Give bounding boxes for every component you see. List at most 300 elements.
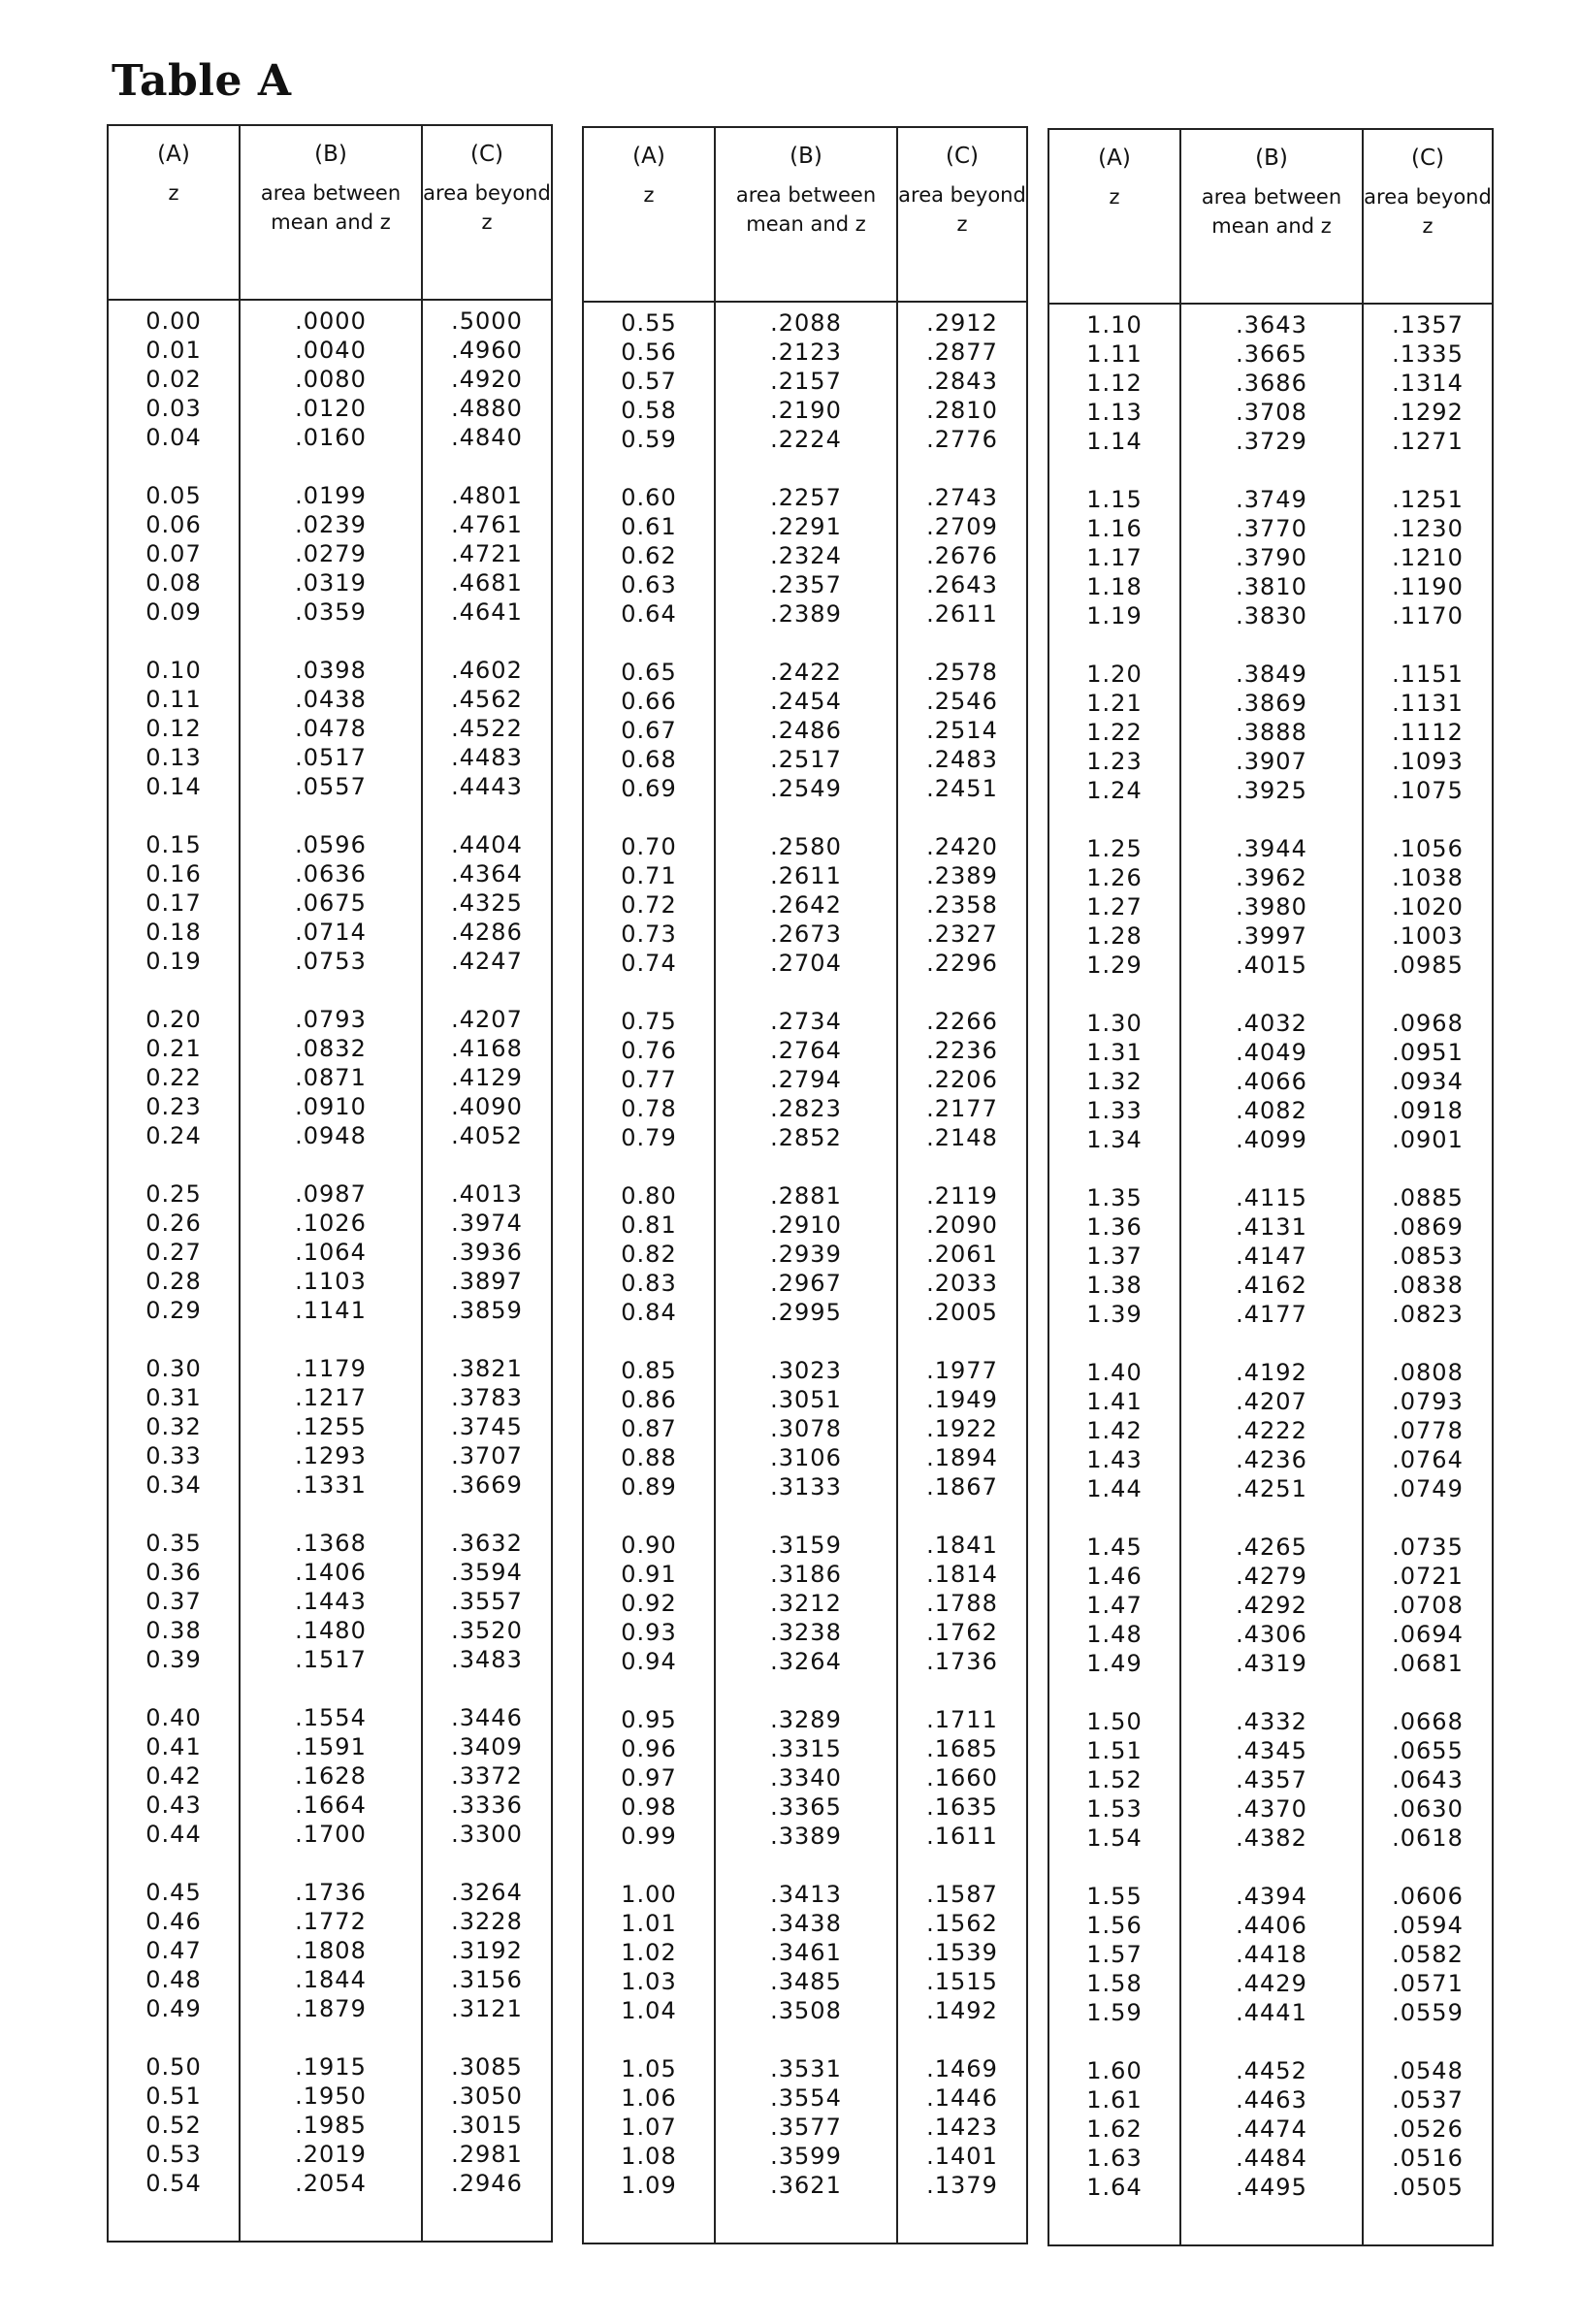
area-beyond-value: .2296 (926, 950, 998, 977)
table-row (1049, 892, 1492, 921)
area-beyond-value: .4129 (451, 1064, 523, 1091)
table-row (584, 1938, 1026, 1967)
area-between-value: .0160 (295, 424, 367, 451)
table-row (1049, 951, 1492, 980)
area-between-value: .2224 (770, 426, 842, 453)
area-beyond-value: .1922 (926, 1415, 998, 1442)
area-beyond-value: .3707 (451, 1442, 523, 1469)
z-value: 0.87 (621, 1415, 677, 1442)
area-between-value: .3315 (770, 1735, 842, 1762)
table-body (1049, 310, 1492, 2202)
z-value: 0.10 (145, 657, 202, 684)
header-a (109, 140, 239, 208)
area-beyond-value: .1170 (1392, 602, 1464, 629)
area-beyond-value: .4013 (451, 1180, 523, 1208)
area-beyond-value: .2148 (926, 1124, 998, 1151)
z-value: 0.00 (145, 307, 202, 335)
row-group-gap (584, 1501, 1026, 1531)
table-row (1049, 1416, 1492, 1445)
area-beyond-value: .2236 (926, 1037, 998, 1064)
header-a (1049, 144, 1179, 211)
row-group-gap (1049, 980, 1492, 1009)
z-value: 0.32 (145, 1413, 202, 1440)
area-between-value: .0279 (295, 540, 367, 567)
area-beyond-value: .1230 (1392, 515, 1464, 542)
z-value: 1.02 (621, 1939, 677, 1966)
z-value: 0.60 (621, 484, 677, 511)
area-between-value: .2324 (770, 542, 842, 569)
table-row (584, 570, 1026, 599)
table-row (1049, 1125, 1492, 1154)
area-between-value: .3888 (1236, 719, 1307, 746)
area-between-value: .2881 (770, 1182, 842, 1210)
table-row (584, 716, 1026, 745)
area-beyond-value: .2119 (926, 1182, 998, 1210)
row-group-gap (584, 1676, 1026, 1705)
table-row (1049, 1882, 1492, 1911)
z-value: 1.47 (1086, 1592, 1143, 1619)
table-row (584, 745, 1026, 774)
table-row (1049, 1038, 1492, 1067)
table-row (1049, 601, 1492, 630)
row-group-gap (584, 978, 1026, 1007)
z-value: 0.97 (621, 1764, 677, 1791)
table-row (1049, 1067, 1492, 1096)
area-between-value: .1554 (295, 1704, 367, 1731)
area-between-value: .3944 (1236, 835, 1307, 862)
area-between-value: .4147 (1236, 1243, 1307, 1270)
table-row (1049, 398, 1492, 427)
area-between-value: .0832 (295, 1035, 367, 1062)
table-row (109, 918, 551, 947)
table-row (109, 772, 551, 801)
table-row (1049, 1533, 1492, 1562)
area-beyond-value: .3300 (451, 1821, 523, 1848)
table-row (1049, 1387, 1492, 1416)
table-row (584, 599, 1026, 629)
table-row (584, 1705, 1026, 1734)
area-beyond-value: .2005 (926, 1299, 998, 1326)
table-row (109, 539, 551, 568)
area-between-value: .4452 (1236, 2057, 1307, 2084)
z-value: 0.30 (145, 1355, 202, 1382)
table-row (1049, 369, 1492, 398)
row-group-gap (584, 2025, 1026, 2054)
area-between-value: .4015 (1236, 952, 1307, 979)
area-between-value: .3980 (1236, 893, 1307, 920)
area-beyond-value: .1357 (1392, 311, 1464, 339)
z-value: 0.82 (621, 1241, 677, 1268)
area-between-value: .3461 (770, 1939, 842, 1966)
area-between-value: .1517 (295, 1646, 367, 1673)
table-row (584, 2113, 1026, 2142)
header-c-label: (C) (1410, 145, 1444, 171)
area-beyond-value: .1611 (926, 1823, 998, 1850)
z-value: 0.73 (621, 920, 677, 948)
z-value: 0.11 (145, 686, 202, 713)
header-b-label: (B) (314, 142, 347, 167)
z-value: 1.29 (1086, 952, 1143, 979)
area-between-value: .2734 (770, 1008, 842, 1035)
area-beyond-value: .1894 (926, 1444, 998, 1471)
area-between-value: .0478 (295, 715, 367, 742)
area-between-value: .1141 (295, 1297, 367, 1324)
table-row (1049, 1794, 1492, 1824)
area-between-value: .2357 (770, 571, 842, 598)
area-between-value: .3830 (1236, 602, 1307, 629)
area-between-value: .4236 (1236, 1446, 1307, 1473)
table-row (109, 1354, 551, 1383)
area-between-value: .4495 (1236, 2174, 1307, 2201)
table-row (109, 1121, 551, 1150)
area-between-value: .4319 (1236, 1650, 1307, 1677)
area-beyond-value: .0838 (1392, 1272, 1464, 1299)
z-value: 0.59 (621, 426, 677, 453)
area-between-value: .1480 (295, 1617, 367, 1644)
header-a-label: (A) (632, 144, 665, 169)
area-beyond-value: .1788 (926, 1590, 998, 1617)
area-beyond-value: .4562 (451, 686, 523, 713)
area-between-value: .3212 (770, 1590, 842, 1617)
z-value: 1.06 (621, 2084, 677, 2112)
row-group-gap (1049, 456, 1492, 485)
z-value: 1.46 (1086, 1563, 1143, 1590)
table-row (109, 423, 551, 452)
z-value: 0.13 (145, 744, 202, 771)
table-row (109, 1965, 551, 1994)
header-b (1181, 144, 1362, 241)
header-b-label: (B) (1255, 145, 1288, 171)
z-value: 0.96 (621, 1735, 677, 1762)
z-value: 1.09 (621, 2172, 677, 2199)
area-between-value: .4429 (1236, 1970, 1307, 1997)
z-value: 1.01 (621, 1910, 677, 1937)
z-value: 1.31 (1086, 1039, 1143, 1066)
z-value: 1.10 (1086, 311, 1143, 339)
area-beyond-value: .1711 (926, 1706, 998, 1733)
z-value: 0.20 (145, 1006, 202, 1033)
z-value: 0.64 (621, 600, 677, 628)
table-row (584, 1298, 1026, 1327)
area-beyond-value: .4443 (451, 773, 523, 800)
area-between-value: .1293 (295, 1442, 367, 1469)
z-value: 0.33 (145, 1442, 202, 1469)
area-between-value: .2123 (770, 339, 842, 366)
table-row (109, 2140, 551, 2169)
area-beyond-value: .0885 (1392, 1184, 1464, 1211)
area-between-value: .3907 (1236, 748, 1307, 775)
area-between-value: .2823 (770, 1095, 842, 1122)
z-value: 0.55 (621, 309, 677, 337)
z-value: 1.26 (1086, 864, 1143, 891)
z-value: 1.50 (1086, 1708, 1143, 1735)
z-value: 1.49 (1086, 1650, 1143, 1677)
area-between-value: .2157 (770, 368, 842, 395)
z-value: 0.74 (621, 950, 677, 977)
z-value: 0.29 (145, 1297, 202, 1324)
table-row (109, 1936, 551, 1965)
area-between-value: .3365 (770, 1793, 842, 1821)
z-value: 0.49 (145, 1995, 202, 2022)
area-beyond-value: .1379 (926, 2172, 998, 2199)
area-beyond-value: .2206 (926, 1066, 998, 1093)
table-row (1049, 1591, 1492, 1620)
z-value: 1.62 (1086, 2115, 1143, 2143)
area-beyond-value: .1335 (1392, 340, 1464, 368)
area-between-value: .4099 (1236, 1126, 1307, 1153)
table-row (584, 1065, 1026, 1094)
z-value: 0.03 (145, 395, 202, 422)
area-between-value: .1368 (295, 1530, 367, 1557)
area-between-value: .1985 (295, 2112, 367, 2139)
table-row (584, 1385, 1026, 1414)
table-row (1049, 572, 1492, 601)
table-row (584, 1210, 1026, 1240)
row-group-gap (109, 1849, 551, 1878)
area-beyond-value: .1271 (1392, 428, 1464, 455)
area-beyond-value: .1251 (1392, 486, 1464, 513)
area-between-value: .1331 (295, 1471, 367, 1499)
z-value: 0.05 (145, 482, 202, 509)
area-between-value: .3599 (770, 2143, 842, 2170)
table-row (584, 1909, 1026, 1938)
area-beyond-value: .3050 (451, 2082, 523, 2110)
area-beyond-value: .0606 (1392, 1883, 1464, 1910)
area-beyond-value: .0694 (1392, 1621, 1464, 1648)
z-value: 0.84 (621, 1299, 677, 1326)
z-value: 0.69 (621, 775, 677, 802)
table-row (109, 2052, 551, 2082)
z-value: 0.23 (145, 1093, 202, 1120)
area-beyond-value: .3409 (451, 1733, 523, 1760)
area-between-value: .1808 (295, 1937, 367, 1964)
area-between-value: .0871 (295, 1064, 367, 1091)
area-between-value: .3810 (1236, 573, 1307, 600)
z-value: 1.55 (1086, 1883, 1143, 1910)
page-title: Table A (112, 56, 292, 106)
area-between-value: .2910 (770, 1211, 842, 1239)
area-between-value: .3686 (1236, 370, 1307, 397)
z-value: 0.02 (145, 366, 202, 393)
area-between-value: .3531 (770, 2055, 842, 2082)
table-row (584, 1123, 1026, 1152)
z-value: 0.19 (145, 948, 202, 975)
area-beyond-value: .0618 (1392, 1824, 1464, 1852)
z-value: 1.20 (1086, 661, 1143, 688)
area-beyond-value: .2546 (926, 688, 998, 715)
area-beyond-value: .0643 (1392, 1766, 1464, 1793)
table-row (1049, 1998, 1492, 2027)
area-between-value: .1179 (295, 1355, 367, 1382)
table-row (584, 1472, 1026, 1501)
area-beyond-value: .0526 (1392, 2115, 1464, 2143)
z-value: 1.19 (1086, 602, 1143, 629)
area-between-value: .0557 (295, 773, 367, 800)
table-row (584, 1996, 1026, 2025)
table-panel-1 (107, 124, 553, 2243)
area-between-value: .4370 (1236, 1795, 1307, 1823)
z-value: 0.27 (145, 1239, 202, 1266)
area-beyond-value: .2451 (926, 775, 998, 802)
area-between-value: .2673 (770, 920, 842, 948)
area-beyond-value: .2912 (926, 309, 998, 337)
area-between-value: .4265 (1236, 1533, 1307, 1561)
area-beyond-value: .1056 (1392, 835, 1464, 862)
area-beyond-value: .4840 (451, 424, 523, 451)
area-beyond-value: .0869 (1392, 1213, 1464, 1241)
z-value: 0.26 (145, 1210, 202, 1237)
area-beyond-value: .3446 (451, 1704, 523, 1731)
area-between-value: .3554 (770, 2084, 842, 2112)
area-beyond-value: .3669 (451, 1471, 523, 1499)
area-between-value: .2422 (770, 659, 842, 686)
area-beyond-value: .3974 (451, 1210, 523, 1237)
table-row (584, 1240, 1026, 1269)
area-between-value: .0359 (295, 598, 367, 626)
area-beyond-value: .0735 (1392, 1533, 1464, 1561)
table-row (1049, 310, 1492, 339)
area-beyond-value: .4761 (451, 511, 523, 538)
area-between-value: .1772 (295, 1908, 367, 1935)
table-row (1049, 1358, 1492, 1387)
z-value: 1.52 (1086, 1766, 1143, 1793)
area-beyond-value: .1112 (1392, 719, 1464, 746)
table-row (584, 949, 1026, 978)
area-beyond-value: .0681 (1392, 1650, 1464, 1677)
table-row (1049, 1736, 1492, 1765)
z-value: 1.27 (1086, 893, 1143, 920)
area-beyond-value: .2578 (926, 659, 998, 686)
table-row (109, 568, 551, 597)
table-row (584, 1589, 1026, 1618)
area-between-value: .2088 (770, 309, 842, 337)
table-row (109, 1441, 551, 1470)
table-row (584, 1734, 1026, 1763)
table-row (1049, 1940, 1492, 1969)
area-between-value: .3485 (770, 1968, 842, 1995)
table-row (584, 1792, 1026, 1822)
area-between-value: .0636 (295, 860, 367, 888)
z-value: 1.15 (1086, 486, 1143, 513)
area-between-value: .3508 (770, 1997, 842, 2024)
z-value: 1.64 (1086, 2174, 1143, 2201)
table-row (584, 1531, 1026, 1560)
z-value: 0.34 (145, 1471, 202, 1499)
z-value: 1.32 (1086, 1068, 1143, 1095)
table-row (109, 1005, 551, 1034)
area-between-value: .1026 (295, 1210, 367, 1237)
area-beyond-value: .0764 (1392, 1446, 1464, 1473)
table-row (1049, 1212, 1492, 1242)
area-between-value: .0596 (295, 831, 367, 858)
area-beyond-value: .4325 (451, 889, 523, 917)
area-between-value: .2291 (770, 513, 842, 540)
table-row (584, 1181, 1026, 1210)
table-row (1049, 1911, 1492, 1940)
header-c (423, 140, 551, 237)
table-row (109, 656, 551, 685)
z-value: 0.38 (145, 1617, 202, 1644)
table-row (584, 1618, 1026, 1647)
area-between-value: .2611 (770, 862, 842, 889)
table-row (584, 2083, 1026, 2113)
table-row (109, 1791, 551, 1820)
z-value: 1.34 (1086, 1126, 1143, 1153)
area-between-value: .3729 (1236, 428, 1307, 455)
area-beyond-value: .4880 (451, 395, 523, 422)
area-between-value: .3869 (1236, 690, 1307, 717)
area-between-value: .3962 (1236, 864, 1307, 891)
area-between-value: .2257 (770, 484, 842, 511)
table-row (1049, 921, 1492, 951)
area-beyond-value: .2327 (926, 920, 998, 948)
row-group-gap (109, 801, 551, 830)
z-value: 1.54 (1086, 1824, 1143, 1852)
area-beyond-value: .3336 (451, 1791, 523, 1819)
z-value: 1.39 (1086, 1301, 1143, 1328)
table-row (584, 1763, 1026, 1792)
table-row (1049, 1562, 1492, 1591)
area-beyond-value: .2061 (926, 1241, 998, 1268)
area-beyond-value: .2946 (451, 2170, 523, 2197)
area-beyond-value: .1562 (926, 1910, 998, 1937)
table-row (584, 1036, 1026, 1065)
area-beyond-value: .0901 (1392, 1126, 1464, 1153)
z-value: 1.57 (1086, 1941, 1143, 1968)
table-row (109, 1703, 551, 1732)
row-group-gap (584, 1851, 1026, 1880)
area-beyond-value: .0934 (1392, 1068, 1464, 1095)
header-a-label: (A) (157, 142, 190, 167)
area-between-value: .3438 (770, 1910, 842, 1937)
area-beyond-value: .4960 (451, 337, 523, 364)
area-between-value: .1664 (295, 1791, 367, 1819)
area-between-value: .0987 (295, 1180, 367, 1208)
table-row (109, 1034, 551, 1063)
area-beyond-value: .2981 (451, 2141, 523, 2168)
area-between-value: .2967 (770, 1270, 842, 1297)
area-between-value: .0753 (295, 948, 367, 975)
z-value: 0.28 (145, 1268, 202, 1295)
area-beyond-value: .1131 (1392, 690, 1464, 717)
table-row (584, 1880, 1026, 1909)
table-row (584, 1414, 1026, 1443)
header-divider (1049, 303, 1492, 305)
area-between-value: .4382 (1236, 1824, 1307, 1852)
area-beyond-value: .1038 (1392, 864, 1464, 891)
area-between-value: .1064 (295, 1239, 367, 1266)
area-beyond-value: .0721 (1392, 1563, 1464, 1590)
area-beyond-value: .0548 (1392, 2057, 1464, 2084)
area-between-value: .1879 (295, 1995, 367, 2022)
area-between-value: .4115 (1236, 1184, 1307, 1211)
z-value: 0.22 (145, 1064, 202, 1091)
row-group-gap (1049, 1678, 1492, 1707)
table-row (584, 861, 1026, 890)
table-row (584, 687, 1026, 716)
area-beyond-value: .3156 (451, 1966, 523, 1993)
area-beyond-value: .2776 (926, 426, 998, 453)
z-value: 0.09 (145, 598, 202, 626)
z-value: 0.07 (145, 540, 202, 567)
row-group-gap (584, 629, 1026, 658)
row-group-gap (109, 1325, 551, 1354)
area-between-value: .2454 (770, 688, 842, 715)
table-row (109, 1645, 551, 1674)
table-row (584, 1356, 1026, 1385)
header-divider (584, 301, 1026, 303)
area-between-value: .3238 (770, 1619, 842, 1646)
